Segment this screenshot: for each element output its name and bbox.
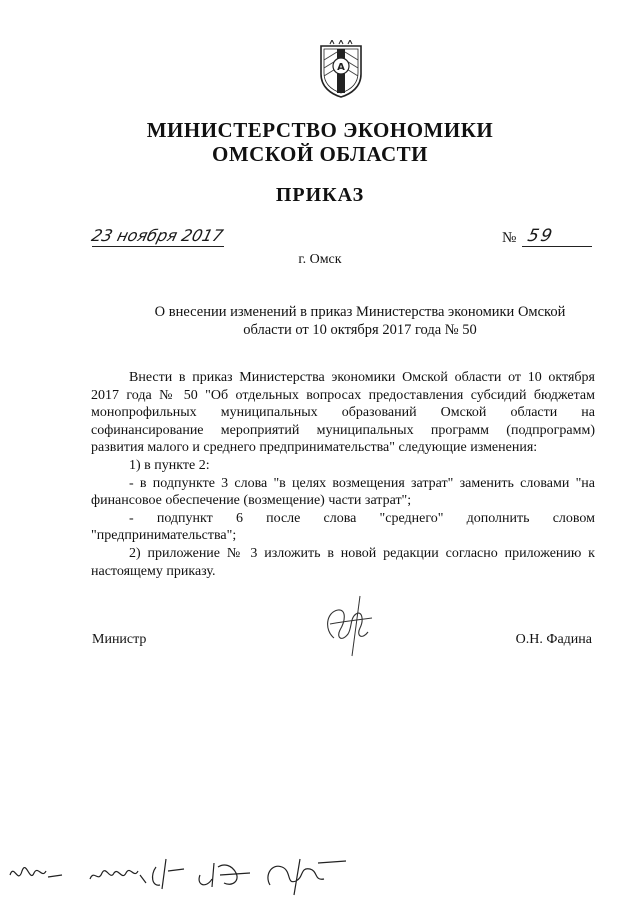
subject-line1: О внесении изменений в приказ Министерства экономики Омской — [154, 304, 566, 320]
number-sign: № — [502, 230, 517, 246]
body-item-2: 2) приложение № 3 изложить в новой редакции согласно приложению к настоящему приказу. — [91, 545, 595, 579]
body-item-1-sub-3: - в подпункте 3 слова "в целях возмещения затрат" заменить словами "на финансовое обеспечение (возмещение) части затрат"; — [91, 475, 595, 509]
city: г. Омск — [298, 252, 342, 267]
order-subject — [140, 303, 580, 339]
ministry-heading-line1: МИНИСТЕРСТВО ЭКОНОМИКИ — [146, 118, 494, 142]
ministry-heading-line2: ОМСКОЙ ОБЛАСТИ — [212, 142, 428, 166]
body-item-1-sub-6: - подпункт 6 после слова "среднего" дополнить словом "предпринимательства"; — [91, 510, 595, 544]
signatory-name: О.Н. Фадина — [515, 632, 592, 647]
order-title: ПРИКАЗ — [275, 184, 365, 206]
date-underline — [92, 246, 224, 247]
body-paragraph-intro: Внести в приказ Министерства экономики Омской области от 10 октября 2017 года № 50 "Об отдельных вопросах предоставления субсидий бюджетам монопрофильных муниципальных образований Омской области на софинансирование мероприятий муниципальных программ (подпрограмм) развития малого и среднего предпринимательства" следующие изменения: — [91, 370, 595, 456]
ministry-heading — [0, 118, 640, 166]
signature-icon — [316, 590, 386, 660]
body-item-1: 1) в пункте 2: — [129, 457, 210, 473]
number-underline — [522, 246, 592, 247]
approval-marks-icon — [0, 845, 380, 900]
signatory-title: Министр — [92, 632, 147, 647]
order-date-handwritten: 23 ноября 2017 — [89, 226, 226, 245]
svg-text:A: A — [337, 62, 345, 73]
order-body — [91, 369, 595, 580]
order-number-handwritten: 59 — [525, 226, 556, 246]
subject-line2: области от 10 октября 2017 года № 50 — [243, 322, 477, 338]
coat-of-arms-icon — [318, 40, 364, 98]
